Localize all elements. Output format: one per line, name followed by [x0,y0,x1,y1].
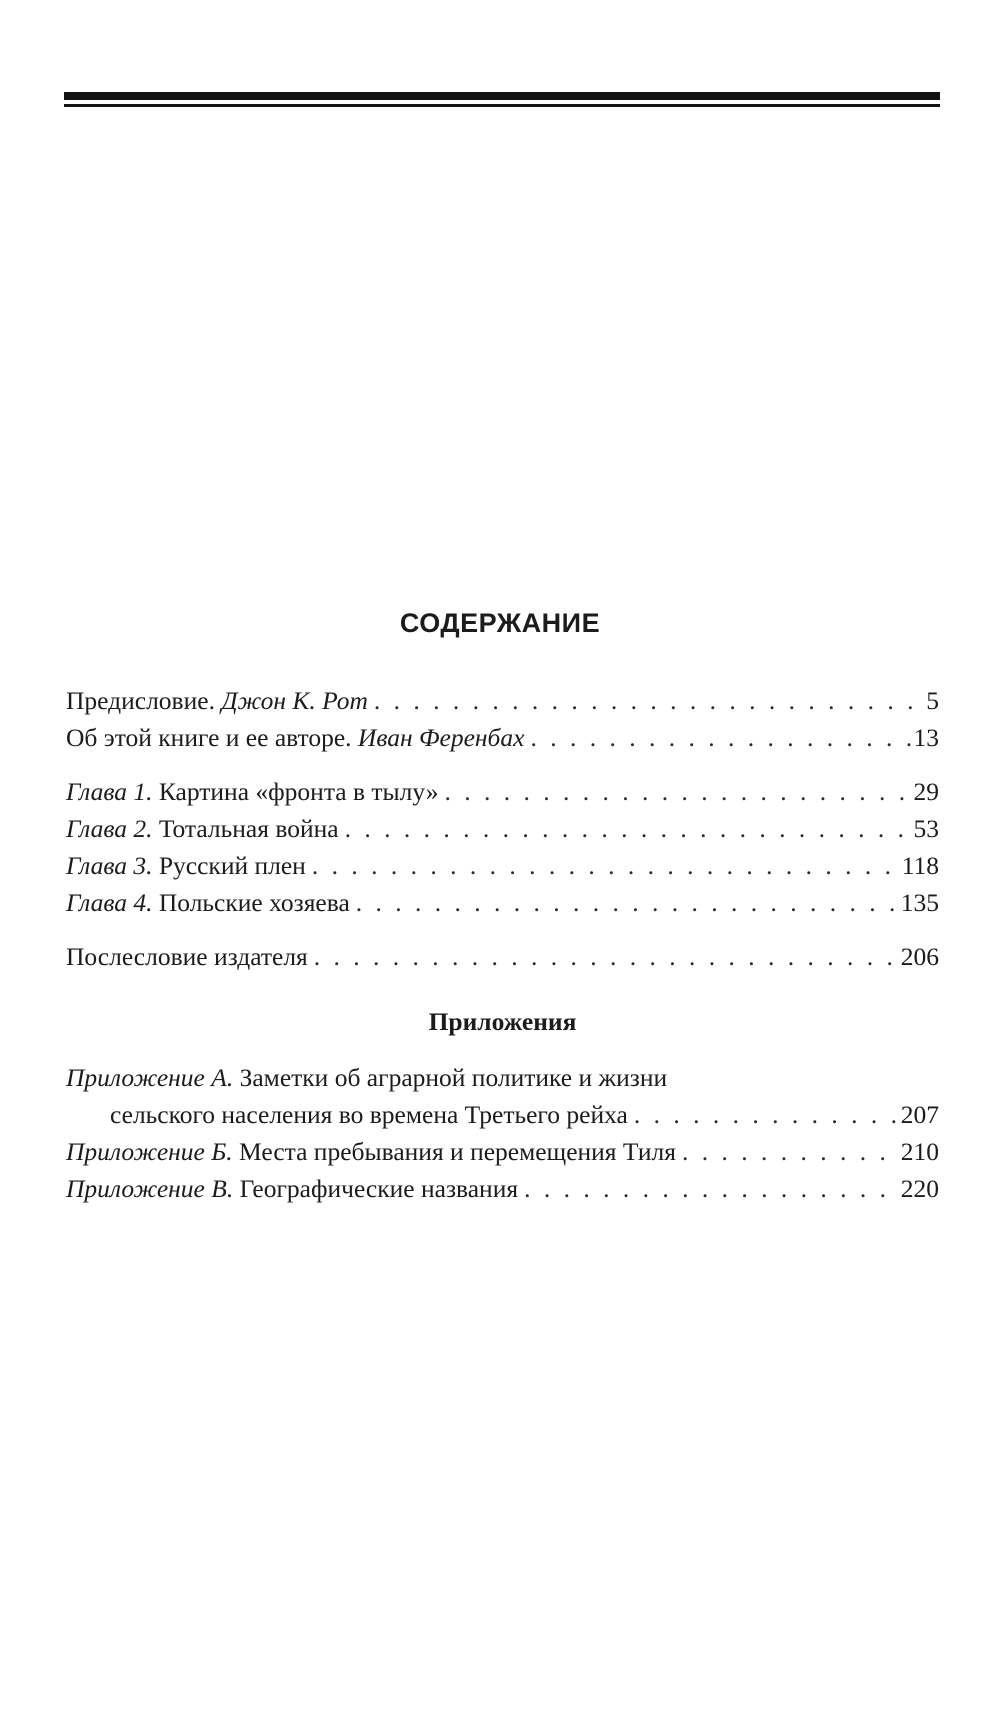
page-number: 118 [901,851,939,880]
dot-leader [308,938,901,975]
page-number: 13 [913,723,939,752]
toc-title: СОДЕРЖАНИЕ [399,608,601,638]
chapter-title: Польские хозяева [158,888,350,917]
page-number: 210 [900,1137,939,1166]
appendix-title: Географические названия [239,1174,519,1203]
page-number: 135 [900,888,939,917]
dot-leader [439,773,914,810]
chapter-title: Картина «фронта в тылу» [158,777,439,806]
toc-entry-chapter-2 [66,810,939,847]
chapter-prefix: Глава 4. [66,888,153,917]
entry-label: Послесловие издателя [66,942,308,971]
entry-label: Об этой книге и ее авторе. [66,723,352,752]
appendix-title: Места пребывания и перемещения Тиля [239,1137,676,1166]
toc-entry-chapter-4 [66,884,939,921]
toc-entry-afterword [66,938,939,975]
toc-entry-preface [66,682,939,719]
chapter-title: Тотальная война [158,814,339,843]
toc-entry-appendix-a-line2 [66,1096,939,1133]
toc-entry-appendix-a-line1 [66,1059,939,1096]
page-number: 206 [900,942,939,971]
chapter-title: Русский плен [158,851,306,880]
toc-entry-appendix-b [66,1133,939,1170]
toc-entry-chapter-3 [66,847,939,884]
dot-leader [368,682,926,719]
appendix-prefix: Приложение А. [66,1063,234,1092]
appendix-prefix: Приложение В. [66,1174,234,1203]
appendix-title-line1: Заметки об аграрной политике и жизни [239,1063,668,1092]
dot-leader [518,1170,901,1207]
appendix-prefix: Приложение Б. [66,1137,233,1166]
page-number: 53 [913,814,939,843]
dot-leader [676,1133,901,1170]
chapter-prefix: Глава 3. [66,851,153,880]
header-rule-thick [64,92,940,100]
dot-leader [628,1096,901,1133]
toc-entry-about-book [66,719,939,756]
header-rule-thin [64,104,940,107]
table-of-contents [66,682,939,1207]
appendices-heading: Приложения [428,1007,577,1036]
page-number: 220 [900,1174,939,1203]
chapter-prefix: Глава 2. [66,814,153,843]
dot-leader [306,847,902,884]
dot-leader [350,884,901,921]
entry-label: Предисловие. [66,686,215,715]
page-number: 5 [926,686,939,715]
dot-leader [524,719,913,756]
appendix-title-line2: сельского населения во времена Третьего рейха [110,1100,628,1129]
toc-entry-chapter-1 [66,773,939,810]
page-number: 29 [913,777,939,806]
entry-author: Иван Ференбах [357,723,525,752]
chapter-prefix: Глава 1. [66,777,153,806]
page-number: 207 [900,1100,939,1129]
toc-entry-appendix-v [66,1170,939,1207]
dot-leader [339,810,914,847]
entry-author: Джон К. Рот [221,686,368,715]
